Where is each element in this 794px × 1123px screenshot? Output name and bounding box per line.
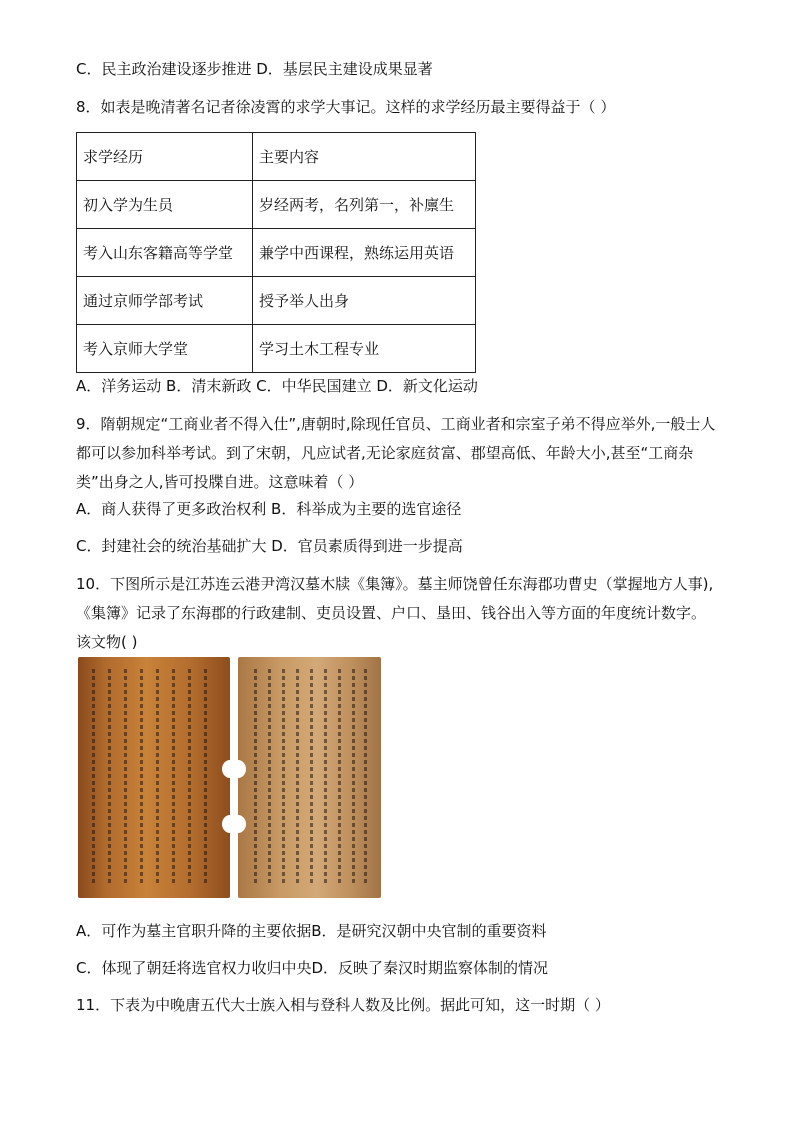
table-row bbox=[77, 277, 476, 325]
table-cell: 岁经两考，名列第一，补廪生 bbox=[253, 181, 476, 229]
table-cell: 考入京师大学堂 bbox=[77, 325, 253, 373]
question-9-stem: 9．隋朝规定“工商业者不得入仕”,唐朝时,除现任官员、工商业者和宗室子弟不得应举外,一般士人都可以参加科举考试。到了宋朝，凡应试者,无论家庭贫富、郡望高低、年龄大小,甚至“工商杂类”出身之人,皆可投牒自进。这意味着（ ） bbox=[76, 415, 716, 491]
table-header-row bbox=[77, 133, 476, 181]
table-cell: 授予举人出身 bbox=[253, 277, 476, 325]
table-cell: 初入学为生员 bbox=[77, 181, 253, 229]
table-cell: 兼学中西课程，熟练运用英语 bbox=[253, 229, 476, 277]
question-8-stem: 8．如表是晚清著名记者徐凌霄的求学大事记。这样的求学经历最主要得益于（ ） bbox=[76, 98, 616, 116]
table-row bbox=[77, 181, 476, 229]
question-8-options: A．洋务运动 B．清末新政 C．中华民国建立 D．新文化运动 bbox=[76, 377, 478, 395]
question-9-options-row-1: A．商人获得了更多政治权利 B．科举成为主要的选官途径 bbox=[76, 500, 462, 518]
question-10-stem: 10．下图所示是江苏连云港尹湾汉墓木牍《集簿》。墓主师饶曾任东海郡功曹史（掌握地方人事),《集簿》记录了东海郡的行政建制、吏员设置、户口、垦田、钱谷出入等方面的年度统计数字。该文物( ) bbox=[76, 575, 714, 651]
wooden-tablet-right-image bbox=[238, 657, 381, 898]
table-header-cell: 求学经历 bbox=[77, 133, 253, 181]
question-11-stem: 11．下表为中晚唐五代大士族入相与登科人数及比例。据此可知，这一时期（ ） bbox=[76, 996, 610, 1014]
table-header-cell: 主要内容 bbox=[253, 133, 476, 181]
table-cell: 学习土木工程专业 bbox=[253, 325, 476, 373]
question-9-options-row-2: C．封建社会的统治基础扩大 D．官员素质得到进一步提高 bbox=[76, 537, 463, 555]
table-cell: 考入山东客籍高等学堂 bbox=[77, 229, 253, 277]
question-10-options-row-1: A．可作为墓主官职升降的主要依据B．是研究汉朝中央官制的重要资料 bbox=[76, 922, 547, 940]
table-row bbox=[77, 325, 476, 373]
table-cell: 通过京师学部考试 bbox=[77, 277, 253, 325]
table-row bbox=[77, 229, 476, 277]
question-10-options-row-2: C．体现了朝廷将选官权力收归中央D．反映了秦汉时期监察体制的情况 bbox=[76, 959, 549, 977]
q7-options-tail: C．民主政治建设逐步推进 D．基层民主建设成果显著 bbox=[76, 60, 433, 78]
wooden-tablet-left-image bbox=[78, 657, 230, 898]
q8-study-history-table bbox=[76, 132, 476, 373]
